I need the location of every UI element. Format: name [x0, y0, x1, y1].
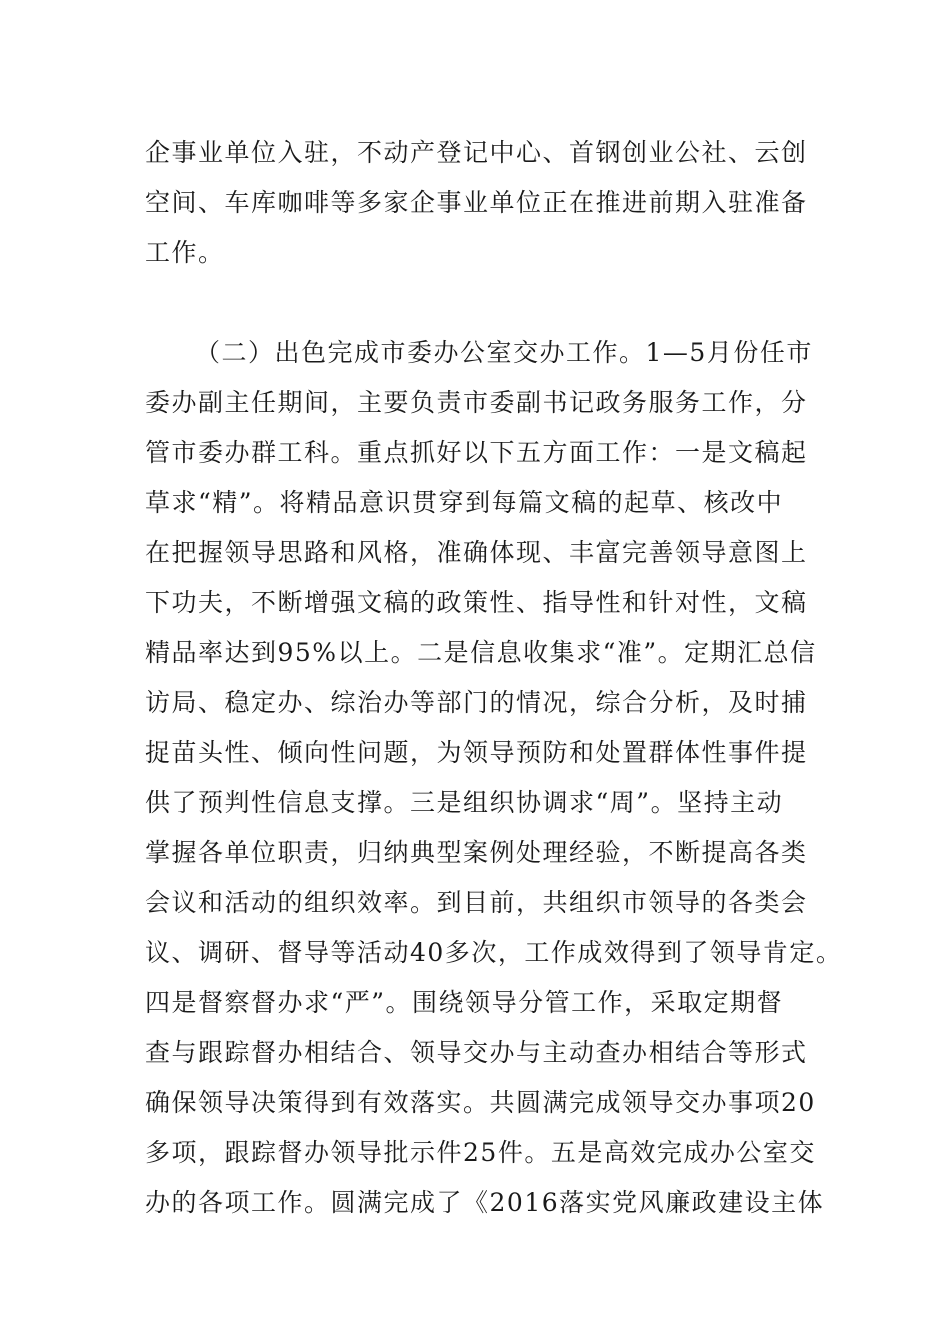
paragraph-line: 访局、稳定办、综治办等部门的情况，综合分析，及时捕: [145, 688, 808, 717]
paragraph-line: 工作。: [145, 238, 225, 267]
paragraph-2: [145, 328, 845, 1228]
paragraph-line: 确保领导决策得到有效落实。共圆满完成领导交办事项20: [145, 1088, 816, 1117]
paragraph-line: 草求“精”。将精品意识贯穿到每篇文稿的起草、核改中: [145, 488, 784, 517]
paragraph-line: 办的各项工作。圆满完成了《2016落实党风廉政建设主体: [145, 1188, 825, 1217]
paragraph-line: 企事业单位入驻，不动产登记中心、首钢创业公社、云创: [145, 138, 808, 167]
paragraph-line: 下功夫，不断增强文稿的政策性、指导性和针对性，文稿: [145, 588, 808, 617]
paragraph-1: [145, 128, 845, 278]
paragraph-line: 查与跟踪督办相结合、领导交办与主动查办相结合等形式: [145, 1038, 808, 1067]
paragraph-line: 会议和活动的组织效率。到目前，共组织市领导的各类会: [145, 888, 808, 917]
paragraph-line: 掌握各单位职责，归纳典型案例处理经验，不断提高各类: [145, 838, 808, 867]
paragraph-line: 管市委办群工科。重点抓好以下五方面工作：一是文稿起: [145, 438, 808, 467]
paragraph-line: （二）出色完成市委办公室交办工作。1—5月份任市: [195, 338, 813, 367]
paragraph-line: 四是督察督办求“严”。围绕领导分管工作，采取定期督: [145, 988, 784, 1017]
paragraph-line: 多项，跟踪督办领导批示件25件。五是高效完成办公室交: [145, 1138, 816, 1167]
paragraph-line: 委办副主任期间，主要负责市委副书记政务服务工作，分: [145, 388, 808, 417]
paragraph-line: 空间、车库咖啡等多家企事业单位正在推进前期入驻准备: [145, 188, 808, 217]
paragraph-line: 供了预判性信息支撑。三是组织协调求“周”。坚持主动: [145, 788, 784, 817]
paragraph-line: 在把握领导思路和风格，准确体现、丰富完善领导意图上: [145, 538, 808, 567]
paragraph-line: 捉苗头性、倾向性问题，为领导预防和处置群体性事件提: [145, 738, 808, 767]
paragraph-line: 议、调研、督导等活动40多次，工作成效得到了领导肯定。: [145, 938, 843, 967]
paragraph-line: 精品率达到95%以上。二是信息收集求“准”。定期汇总信: [145, 638, 817, 667]
